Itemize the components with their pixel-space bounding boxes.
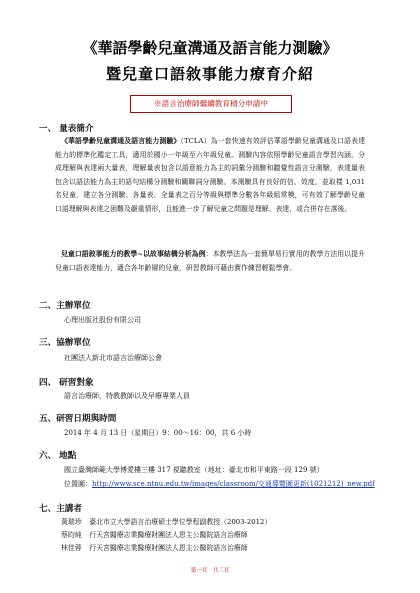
organizer-name: 心理出版社股份有限公司 — [64, 316, 141, 324]
section-heading-date: 五、研習日期與時間 — [39, 414, 117, 424]
credit-notice-badge: ※語言治療師繼續教育積分申請中 — [130, 95, 292, 113]
section-heading-location: 六、 地點 — [39, 451, 77, 461]
doc-subtitle: 暨兒童口語敘事能力療育介紹 — [105, 65, 314, 83]
map-line — [64, 479, 375, 489]
section-heading-intro: 一、 量表簡介 — [39, 124, 94, 134]
intro-paragraph-1 — [55, 135, 365, 217]
test-name-bold: 《華語學齡兒童溝通及語言能力測驗》 — [61, 137, 181, 145]
speaker-name: 黃瑞珍 — [61, 518, 82, 526]
date-time-text: 2014 年 4 月 13 日（星期日）9：00～16：00，共 6 小時 — [64, 429, 252, 437]
section-heading-speakers: 七、主講者 — [39, 504, 82, 514]
speaker-row — [61, 542, 248, 552]
page-number-footer: 第一頁 共三頁 — [190, 568, 230, 574]
section-heading-audience: 四、 研習對象 — [39, 378, 94, 388]
section-heading-co-organizer: 三、協辦單位 — [39, 338, 91, 348]
method-name-bold: 兒童口語敘事能力的教學~以故事結構分析為例 — [61, 250, 206, 258]
speaker-title: 行天宮醫療志業醫療財團法人恩主公醫院語言治療師 — [89, 531, 248, 539]
map-label: 位置圖： — [64, 480, 92, 488]
speaker-name: 林佳蓉 — [61, 544, 82, 552]
speaker-row — [61, 529, 248, 539]
speaker-name: 蔡昀純 — [61, 531, 82, 539]
intro-paragraph-2-text: ：本教學法為一套簡單易行實用的教學方法用以提升兒童口語表達能力，適合各年齡層的兒童，研習教師可藉由實作練習輕鬆學會。 — [55, 250, 365, 272]
speaker-title: 行天宮醫療志業醫療財團法人恩主公醫院語言治療師 — [89, 544, 248, 552]
doc-title: 《華語學齡兒童溝通及語言能力測驗》 — [82, 39, 338, 57]
audience-text: 語言治療師，特教教師以及早療專業人員 — [64, 392, 190, 400]
intro-paragraph-2 — [55, 248, 365, 275]
speaker-title: 臺北市立大學語言治療碩士學位學程副教授（2003-2012） — [89, 518, 272, 526]
speaker-row — [61, 516, 271, 526]
section-heading-organizer: 二、主辦單位 — [39, 301, 91, 311]
map-link[interactable]: http://www.sce.ntnu.edu.tw/images/classroom/交通導覽圖更新(1021212)_new.pdf — [92, 480, 375, 488]
venue-text: 國立臺灣師範大學博愛樓三樓 317 視聽教室（地址：臺北市和平東路一段 129 號） — [64, 466, 324, 474]
intro-paragraph-1-text: （TCLA）為一套快速有效評估華語學齡兒童溝通及口語表達能力的標準化鑑定工具，適用於國小一年級至六年級兒童。測驗內容依照學齡兒童語言學習內涵，分成理解與表達兩大量表，理解量表包含以語意能力為主的詞彙分測驗和聽覺性語言分測驗，表達量表包含以語法能力為主的語句結構分測驗和關聯詞分測驗。本測驗具有良好的信、效度，並取樣 1,031 名兒童，建立各分測驗、各量表、全量表之百分等級與標準分數各年級組常模，可有效了解學齡兒童口語理解與表達之困難及嚴重情形，且能進一步了解兒童之問題是理解、表達，或合併存在落後。 — [55, 137, 366, 213]
co-organizer-name: 社團法人新北市語言治療師公會 — [64, 354, 162, 362]
